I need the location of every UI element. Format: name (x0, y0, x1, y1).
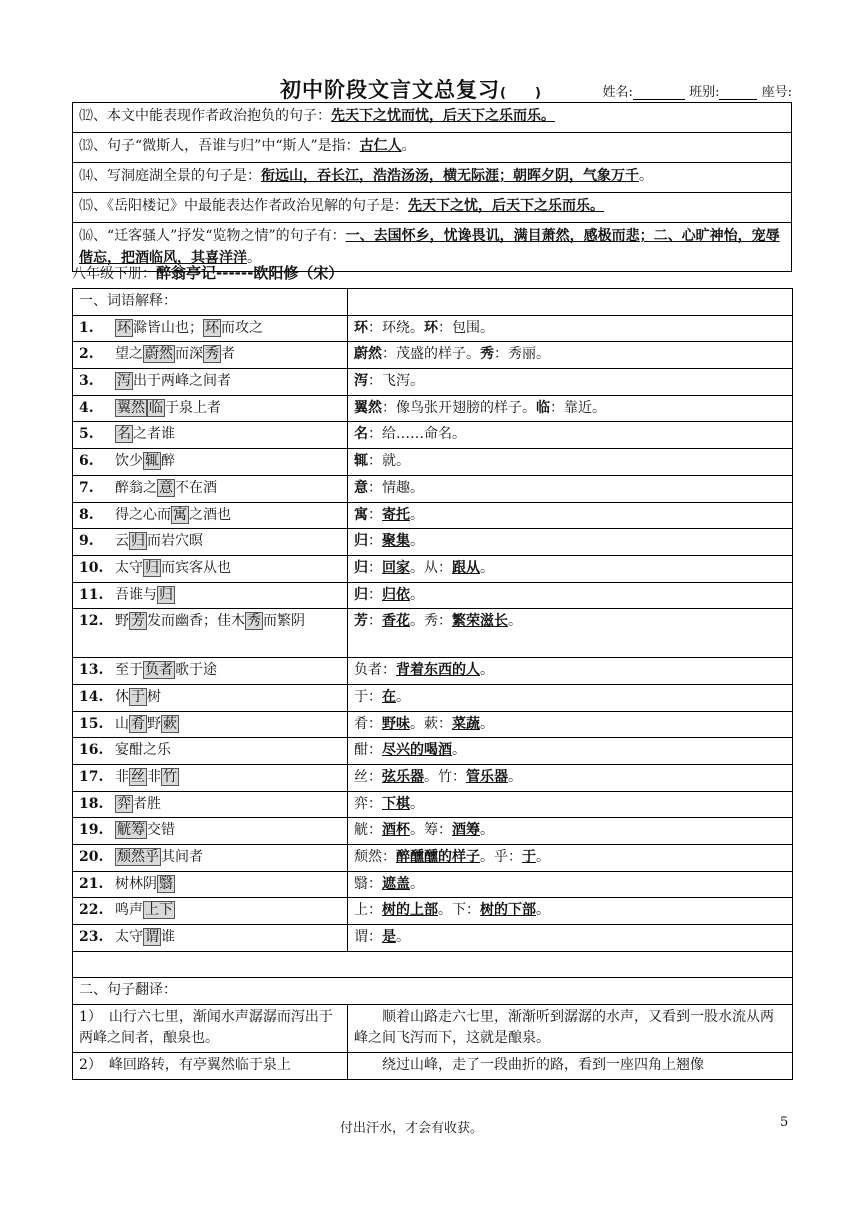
highlighted-word: 环 (205, 319, 219, 336)
phrase-text: 者 (221, 346, 235, 363)
question-prompt: ⒃、“迁客骚人”抒发“览物之情”的句子有： (79, 228, 346, 244)
definition-text: 。 (480, 822, 494, 839)
vocab-number: 11. (79, 586, 104, 603)
highlighted-word: 觥筹 (117, 822, 145, 839)
highlighted-word: 弈 (117, 795, 131, 812)
phrase-text: 非 (115, 769, 129, 785)
definition-answer: 酒筹 (452, 822, 480, 839)
question-suffix: 。 (401, 138, 416, 154)
definition-text: 临 (536, 399, 550, 416)
vocab-number: 9. (79, 533, 94, 550)
vocab-definition-cell (348, 369, 793, 396)
phrase-text: 云 (115, 533, 129, 550)
vocab-heading-empty (348, 289, 793, 316)
definition-text: 翳： (354, 875, 382, 892)
definition-text: 蔚然 (354, 346, 382, 363)
definition-answer: 聚集 (382, 533, 410, 550)
translation-source: 2） 峰回路转，有亭翼然临于泉上 (73, 1052, 348, 1079)
vocab-number: 13. (79, 662, 104, 679)
vocab-number: 18. (79, 795, 104, 812)
question-prompt: ⒂、《岳阳楼记》中最能表达作者政治见解的句子是： (79, 198, 408, 214)
definition-answer: 野味 (382, 715, 410, 732)
question-prompt: ⑿、本文中能表现作者政治抱负的句子： (79, 108, 331, 124)
definition-text: 。秀： (410, 613, 452, 630)
vocab-row (73, 898, 793, 925)
definition-text: 。 (508, 613, 522, 630)
definition-text: 。下： (438, 902, 480, 919)
phrase-text: 树林阴 (115, 875, 157, 892)
blank-row (73, 951, 793, 977)
phrase-text: 发而幽香；佳木 (147, 613, 245, 630)
vocab-definition-cell (348, 658, 793, 685)
vocab-number: 19. (79, 822, 104, 839)
vocab-row (73, 315, 793, 342)
vocab-phrase-cell (73, 555, 348, 582)
vocab-number: 21. (79, 875, 104, 892)
definition-text: 环 (354, 319, 368, 336)
phrase-text: 而宾客从也 (161, 559, 231, 576)
vocab-row (73, 609, 793, 658)
definition-text: 泻 (354, 373, 368, 390)
question-prompt: ⒁、写洞庭湖全景的句子是： (79, 168, 261, 184)
definition-text: 弈： (354, 795, 382, 812)
phrase-text: 非 (147, 769, 161, 785)
vocab-definition-cell (348, 684, 793, 711)
vocab-phrase-cell (73, 582, 348, 609)
phrase-text: 太守 (115, 929, 143, 946)
vocab-number: 23. (79, 929, 104, 946)
student-info-fields (603, 81, 792, 100)
vocab-row (73, 422, 793, 449)
phrase-text: 醉 (161, 453, 175, 470)
translation-target: 顺着山路走六七里，渐渐听到潺潺的水声，又看到一股水流从两峰之间飞泻而下，这就是酿泉。 (348, 1004, 793, 1052)
phrase-text: 山 (115, 715, 129, 732)
definition-text: ：飞泻。 (368, 373, 424, 390)
section-title: 八年级下册：醉翁亭记------欧阳修（宋） (72, 264, 344, 282)
vocab-number: 10. (79, 559, 104, 576)
vocab-number: 14. (79, 688, 104, 705)
definition-text: 。 (452, 742, 466, 759)
vocab-definition-cell (348, 449, 793, 476)
phrase-text: 谁 (161, 929, 175, 946)
phrase-text: 之酒也 (189, 506, 231, 523)
vocab-definition-cell (348, 422, 793, 449)
definition-text: ：包围。 (438, 319, 494, 336)
definition-answer: 繁荣滋长 (452, 613, 508, 630)
highlighted-word: 泻 (117, 373, 131, 390)
definition-text: ：靠近。 (550, 399, 606, 416)
definition-text: ： (368, 533, 382, 550)
name-label: 姓名: (602, 85, 633, 100)
definition-text: 意 (354, 479, 368, 496)
vocab-row (73, 845, 793, 872)
definition-text: ：情趣。 (368, 479, 424, 496)
vocab-phrase-cell (73, 711, 348, 738)
highlighted-word: 蔌 (163, 715, 177, 732)
definition-text: 。 (536, 849, 550, 866)
phrase-text: 不在酒 (175, 479, 217, 496)
vocab-row (73, 342, 793, 369)
vocab-row (73, 765, 793, 792)
vocab-number: 16. (79, 742, 104, 759)
highlighted-word: 名 (117, 426, 131, 443)
vocab-number: 5. (79, 426, 94, 443)
highlighted-word: 临 (149, 399, 163, 416)
definition-answer: 树的上部 (382, 902, 438, 919)
phrase-text: 而攻之 (221, 319, 263, 336)
question-answer: 一、去国怀乡，忧谗畏讥，满目萧然，感极而悲；二、心旷神怡，宠辱偕忘，把酒临风，其喜洋洋 (79, 228, 780, 266)
highlighted-word: 寓 (173, 506, 187, 523)
definition-answer: 遮盖 (382, 875, 410, 892)
definition-answer: 寄托 (382, 506, 410, 523)
definition-text: 。 (480, 662, 494, 679)
phrase-text: 宴酣之乐 (115, 742, 171, 759)
question-cell (73, 193, 792, 223)
phrase-text: 歌于途 (175, 662, 217, 679)
definition-text: 。 (410, 586, 424, 603)
definition-text: ：像鸟张开翅膀的样子。 (382, 399, 536, 416)
vocab-number: 8. (79, 506, 94, 523)
definition-text: 。 (396, 688, 410, 705)
question-answer: 先天下之忧，后天下之乐而乐。 (408, 198, 604, 214)
question-row (73, 163, 792, 193)
phrase-text: 鸣声 (115, 902, 143, 919)
vocab-phrase-cell (73, 342, 348, 369)
vocab-phrase-cell (73, 898, 348, 925)
blank-cell (73, 951, 793, 977)
vocab-row (73, 555, 793, 582)
phrase-text: 饮少 (115, 453, 143, 470)
vocab-phrase-cell (73, 925, 348, 952)
phrase-text: 吾谁与 (115, 586, 157, 603)
highlighted-word: 归 (131, 533, 145, 550)
zuiwengting-table (72, 288, 793, 1080)
vocab-definition-cell (348, 738, 793, 765)
definition-text: ：茂盛的样子。 (382, 346, 480, 363)
vocab-number: 4. (79, 399, 94, 416)
phrase-text: 醉翁之 (115, 479, 157, 496)
definition-answer: 于 (522, 849, 536, 866)
vocab-definition-cell (348, 395, 793, 422)
translation-row (73, 1052, 793, 1079)
vocab-phrase-cell (73, 791, 348, 818)
vocab-row (73, 475, 793, 502)
vocab-definition-cell (348, 315, 793, 342)
definition-answer: 香花 (382, 613, 410, 630)
vocab-row (73, 449, 793, 476)
definition-answer: 是 (382, 929, 396, 946)
vocab-definition-cell (348, 609, 793, 658)
phrase-text: 野 (115, 613, 129, 630)
question-prompt: ⒀、句子“微斯人，吾谁与归”中“斯人”是指： (79, 138, 360, 154)
definition-answer: 归依 (382, 586, 410, 603)
vocab-phrase-cell (73, 684, 348, 711)
translation-row (73, 1004, 793, 1052)
highlighted-word: 翼然 (117, 399, 145, 416)
vocab-phrase-cell (73, 502, 348, 529)
question-answer: 衔远山，吞长江，浩浩汤汤，横无际涯；朝晖夕阴，气象万千 (261, 168, 639, 184)
vocab-definition-cell (348, 711, 793, 738)
vocab-number: 12. (79, 613, 104, 630)
definition-answer: 酒杯 (382, 822, 410, 839)
question-row (73, 193, 792, 223)
definition-text: 于： (354, 688, 382, 705)
highlighted-word: 竹 (163, 769, 177, 785)
definition-text: 芳 (354, 613, 368, 630)
definition-answer: 弦乐器 (382, 769, 424, 785)
phrase-text: 之者谁 (133, 426, 175, 443)
footer-motto: 付出汗水，才会有收获。 (340, 1121, 484, 1136)
vocab-definition-cell (348, 791, 793, 818)
definition-text: 归 (354, 586, 368, 603)
phrase-text: 太守 (115, 559, 143, 576)
vocab-definition-cell (348, 529, 793, 556)
phrase-text: 至于 (115, 662, 143, 679)
highlighted-word: 上下 (145, 902, 173, 919)
definition-text: 辄 (354, 453, 368, 470)
vocab-number: 15. (79, 715, 104, 732)
phrase-text: 而繁阴 (263, 613, 305, 630)
vocab-number: 7. (79, 479, 94, 496)
phrase-text: 者胜 (133, 795, 161, 812)
definition-answer: 下棋 (382, 795, 410, 812)
definition-text: 。蔌： (410, 715, 452, 732)
phrase-text: 望之 (115, 346, 143, 363)
definition-text: ：环绕。 (368, 319, 424, 336)
phrase-text: 而深 (175, 346, 203, 363)
question-answer: 古仁人 (359, 138, 402, 154)
definition-text: 。 (480, 715, 494, 732)
definition-text: ： (368, 506, 382, 523)
definition-text: ： (368, 613, 382, 630)
class-blank (719, 86, 757, 100)
definition-answer: 菜蔬 (452, 715, 480, 732)
vocab-phrase-cell (73, 369, 348, 396)
phrase-text: 交错 (147, 822, 175, 839)
question-row (73, 133, 792, 163)
vocab-definition-cell (348, 555, 793, 582)
question-cell (73, 163, 792, 193)
class-label: 班别: (689, 85, 720, 100)
vocab-number: 22. (79, 902, 104, 919)
vocab-definition-cell (348, 475, 793, 502)
vocab-number: 6. (79, 453, 94, 470)
vocab-phrase-cell (73, 475, 348, 502)
vocab-number: 3. (79, 373, 94, 390)
page-number: 5 (780, 1115, 789, 1130)
definition-text: 丝： (354, 769, 382, 785)
vocab-row (73, 871, 793, 898)
definition-text: 。从： (410, 559, 452, 576)
vocab-phrase-cell (73, 765, 348, 792)
vocab-definition-cell (348, 502, 793, 529)
highlighted-word: 意 (159, 479, 173, 496)
vocab-row (73, 502, 793, 529)
vocab-phrase-cell (73, 609, 348, 658)
vocab-row (73, 684, 793, 711)
vocab-definition-cell (348, 925, 793, 952)
vocab-row (73, 529, 793, 556)
highlighted-word: 蔚然 (145, 346, 173, 363)
vocab-phrase-cell (73, 658, 348, 685)
question-suffix: 。 (247, 249, 261, 266)
definition-text: 酣： (354, 742, 382, 759)
definition-text: 。 (396, 929, 410, 946)
definition-text: 。 (508, 769, 522, 785)
vocab-row (73, 582, 793, 609)
vocab-row (73, 925, 793, 952)
vocab-phrase-cell (73, 529, 348, 556)
highlighted-word: 颓然乎 (117, 849, 159, 866)
highlighted-word: 辄 (145, 453, 159, 470)
definition-text: 名 (354, 426, 368, 443)
name-blank (633, 86, 685, 100)
definition-text: 肴： (354, 715, 382, 732)
page-header (72, 74, 792, 103)
definition-text: 颓然： (354, 849, 396, 866)
phrase-text: 于泉上者 (165, 399, 221, 416)
vocab-phrase-cell (73, 315, 348, 342)
vocab-heading-row (73, 289, 793, 316)
highlighted-word: 环 (117, 319, 131, 336)
question-answer: 先天下之忧而忧，后天下之乐而乐。 (331, 108, 555, 124)
definition-text: 归 (354, 533, 368, 550)
question-row (73, 103, 792, 133)
definition-text: 上： (354, 902, 382, 919)
translation-source: 1） 山行六七里，渐闻水声潺潺而泻出于两峰之间者，酿泉也。 (73, 1004, 348, 1052)
definition-text: 归 (354, 559, 368, 576)
definition-answer: 管乐器 (466, 769, 508, 785)
vocab-definition-cell (348, 582, 793, 609)
phrase-text: 滁皆山也； (133, 319, 203, 336)
definition-text: 负者： (354, 662, 396, 679)
vocab-phrase-cell (73, 395, 348, 422)
vocab-number: 2. (79, 346, 94, 363)
vocab-number: 1. (79, 319, 94, 336)
vocab-row (73, 738, 793, 765)
phrase-text: 而岩穴暝 (147, 533, 203, 550)
definition-text: ： (368, 559, 382, 576)
translation-target: 绕过山峰，走了一段曲折的路，看到一座四角上翘像 (348, 1052, 793, 1079)
definition-text: 环 (424, 319, 438, 336)
vocab-row (73, 395, 793, 422)
phrase-text: 其间者 (161, 849, 203, 866)
highlighted-word: 丝 (131, 769, 145, 785)
highlighted-word: 芳 (131, 613, 145, 630)
translation-heading-row (73, 977, 793, 1004)
definition-text: 谓： (354, 929, 382, 946)
definition-answer: 树的下部 (480, 902, 536, 919)
question-cell (73, 103, 792, 133)
definition-answer: 尽兴的喝酒 (382, 742, 452, 759)
vocab-definition-cell (348, 845, 793, 872)
definition-text: 。乎： (480, 849, 522, 866)
definition-answer: 醉醺醺的样子 (396, 849, 480, 866)
vocab-definition-cell (348, 765, 793, 792)
vocab-phrase-cell (73, 422, 348, 449)
highlighted-word: 秀 (247, 613, 261, 630)
definition-text: ： (368, 586, 382, 603)
highlighted-word: 负者 (145, 662, 173, 679)
phrase-text: 野 (147, 715, 161, 732)
definition-text: 。 (410, 506, 424, 523)
vocab-phrase-cell (73, 449, 348, 476)
vocab-row (73, 818, 793, 845)
definition-text: 。 (410, 795, 424, 812)
highlighted-word: 秀 (205, 346, 219, 363)
highlighted-word: 归 (159, 586, 173, 603)
phrase-text: 树 (147, 688, 161, 705)
question-suffix: 。 (639, 168, 653, 184)
definition-text: 。筹： (410, 822, 452, 839)
vocab-number: 20. (79, 849, 104, 866)
definition-answer: 回家 (382, 559, 410, 576)
yueyanglou-question-table (72, 102, 792, 272)
question-cell (73, 133, 792, 163)
highlighted-word: 于 (131, 688, 145, 705)
definition-answer: 在 (382, 688, 396, 705)
vocab-definition-cell (348, 898, 793, 925)
phrase-text: 得之心而 (115, 506, 171, 523)
definition-text: 。 (536, 902, 550, 919)
highlighted-word: 翳 (159, 875, 173, 892)
phrase-text: 休 (115, 688, 129, 705)
definition-text: 。 (410, 875, 424, 892)
definition-text: ：给……命名。 (368, 426, 466, 443)
vocab-phrase-cell (73, 738, 348, 765)
seat-label: 座号: (761, 85, 792, 100)
highlighted-word: 归 (145, 559, 159, 576)
definition-text: 觥： (354, 822, 382, 839)
vocab-row (73, 369, 793, 396)
vocab-row (73, 658, 793, 685)
definition-text: 寓 (354, 506, 368, 523)
vocab-row (73, 711, 793, 738)
definition-text: 。 (480, 559, 494, 576)
definition-text: 。竹： (424, 769, 466, 785)
definition-text: ：就。 (368, 453, 410, 470)
vocab-definition-cell (348, 342, 793, 369)
vocab-row (73, 791, 793, 818)
vocab-phrase-cell (73, 845, 348, 872)
page-title: 初中阶段文言文总复习( ) (280, 78, 542, 102)
phrase-text: 出于两峰之间者 (133, 373, 231, 390)
definition-text: 秀 (480, 346, 494, 363)
definition-text: 翼然 (354, 399, 382, 416)
vocab-number: 17. (79, 769, 104, 785)
definition-answer: 跟从 (452, 559, 480, 576)
vocab-definition-cell (348, 818, 793, 845)
vocab-heading: 一、词语解释： (73, 289, 348, 316)
highlighted-word: 肴 (131, 715, 145, 732)
definition-text: 。 (410, 533, 424, 550)
translation-heading: 二、句子翻译： (73, 977, 793, 1004)
definition-answer: 背着东西的人 (396, 662, 480, 679)
vocab-definition-cell (348, 871, 793, 898)
definition-text: ：秀丽。 (494, 346, 550, 363)
vocab-phrase-cell (73, 818, 348, 845)
highlighted-word: 谓 (145, 929, 159, 946)
vocab-phrase-cell (73, 871, 348, 898)
